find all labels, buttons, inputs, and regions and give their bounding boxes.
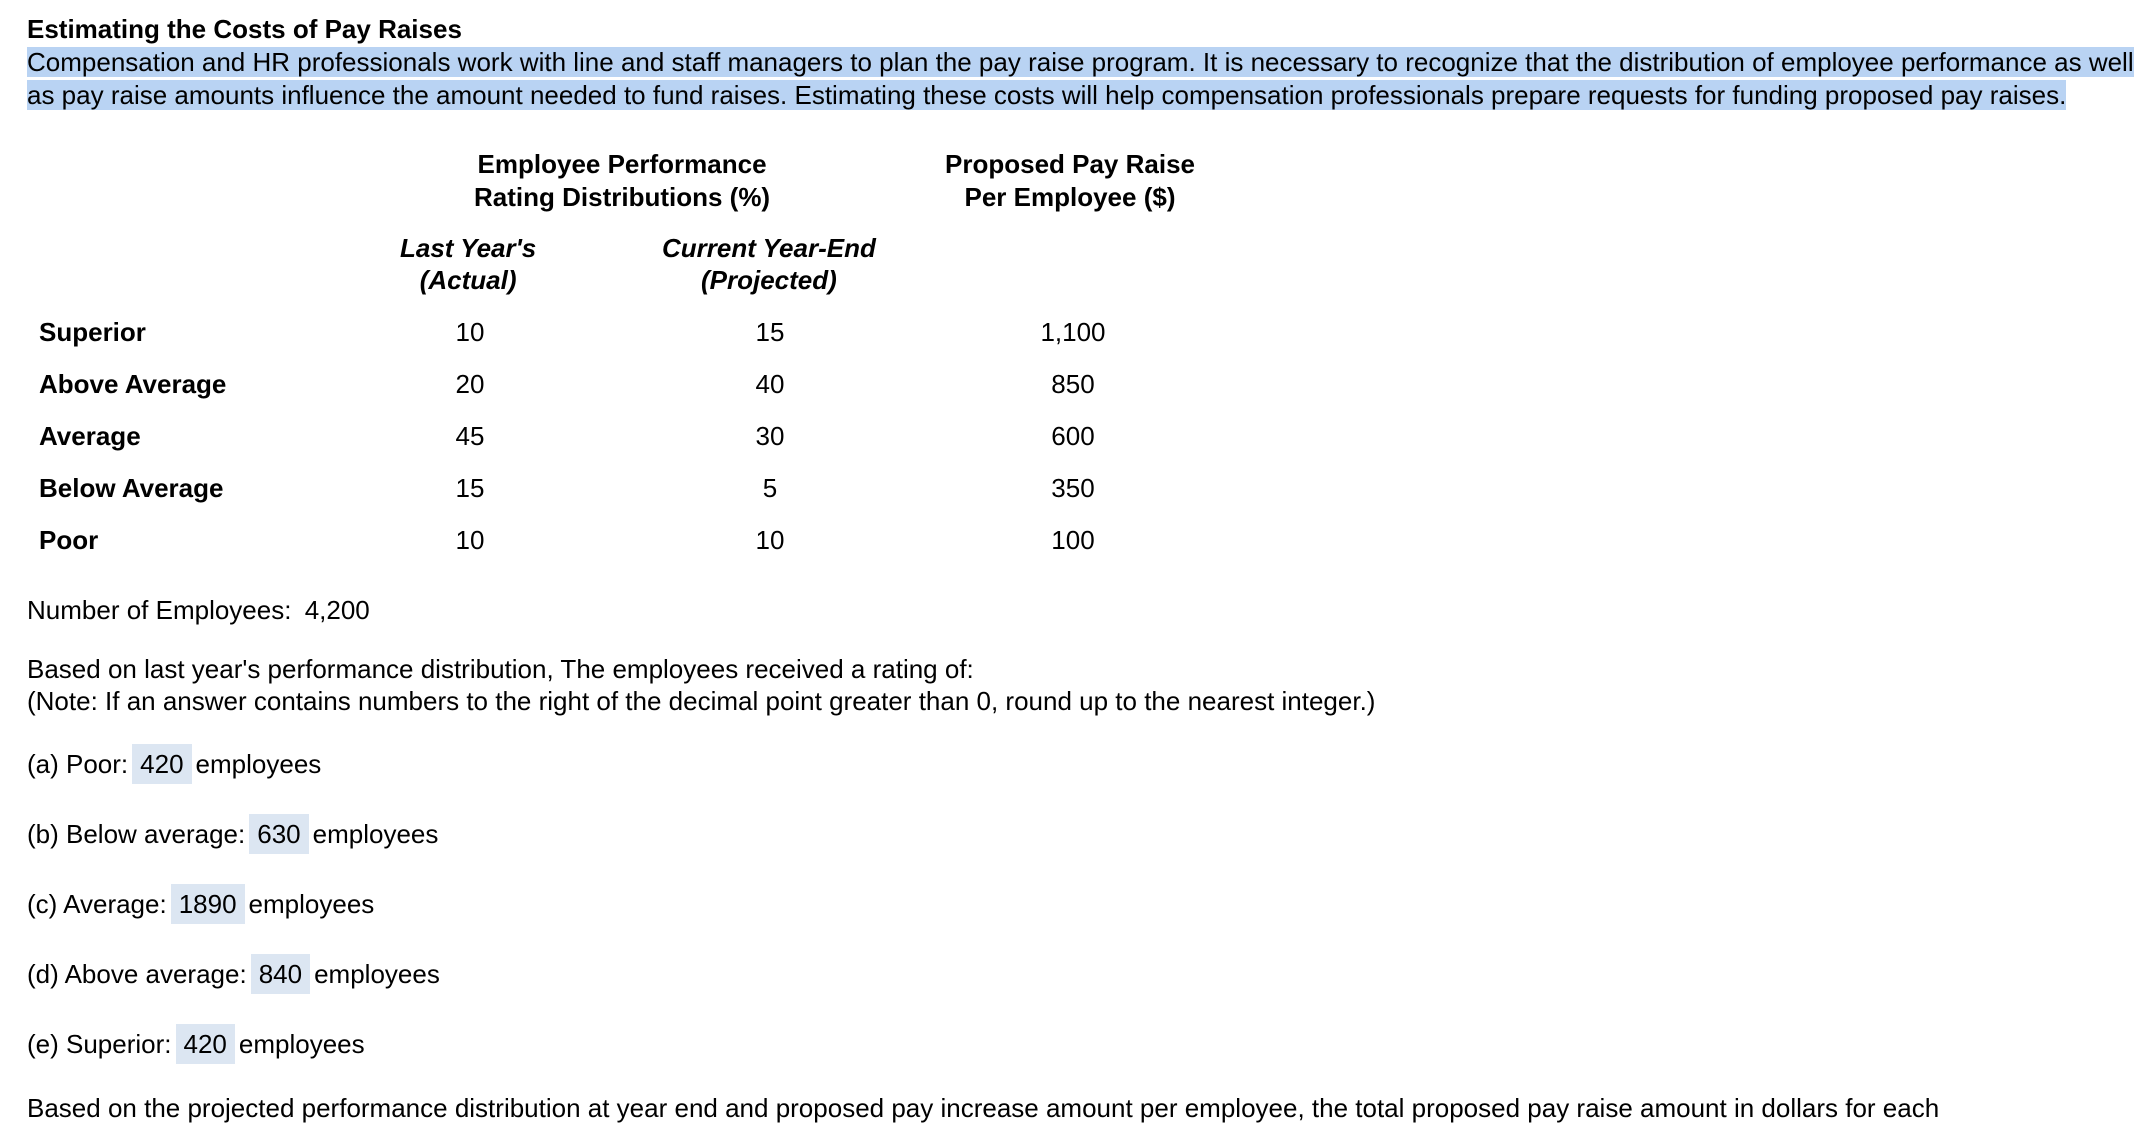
header-raise-line1: Proposed Pay Raise [945,149,1195,179]
employee-count-label: Number of Employees: [27,595,292,625]
row-label: Poor [39,525,99,555]
answer-average [27,884,374,924]
answer-label: (b) Below average: [27,819,246,849]
answer-above-average-input[interactable]: 840 [251,954,310,994]
answer-label: (c) Average: [27,889,167,919]
question-1-note: (Note: If an answer contains numbers to the right of the decimal point greater than 0, round up to the nearest integer.) [27,686,1376,716]
answer-poor [27,744,321,784]
cell-proposed-raise: 600 [1051,421,1095,451]
row-label: Average [39,421,141,451]
question-2-text: Based on the projected performance distribution at year end and proposed pay increase amount per employee, the total proposed pay raise amount in dollars for each [27,1093,1940,1123]
cell-proposed-raise: 850 [1051,369,1095,399]
answer-label: (a) Poor: [27,749,129,779]
answer-average-input[interactable]: 1890 [171,884,245,924]
subheader-last-line1: Last Year's [400,233,537,263]
cell-proposed-raise: 350 [1051,473,1095,503]
question-1-text: Based on last year's performance distribution, The employees received a rating of: [27,654,974,684]
row-label: Above Average [39,369,227,399]
employee-count-value: 4,200 [304,595,370,625]
header-performance-distributions [474,148,770,214]
cell-last-year: 15 [455,473,485,503]
cell-proposed-raise: 1,100 [1040,317,1106,347]
cell-last-year: 20 [455,369,485,399]
header-performance-line1: Employee Performance [477,149,767,179]
row-label: Superior [39,317,146,347]
answer-above-average [27,954,440,994]
answer-below-average-input[interactable]: 630 [249,814,308,854]
answer-superior-input[interactable]: 420 [176,1024,235,1064]
subheader-current-line1: Current Year-End [662,233,876,263]
subheader-current-year [662,232,876,296]
answer-unit: employees [248,889,375,919]
cell-current-year: 15 [755,317,785,347]
cell-current-year: 10 [755,525,785,555]
answer-superior [27,1024,365,1064]
cell-last-year: 10 [455,317,485,347]
answer-unit: employees [314,959,440,989]
header-proposed-raise [945,148,1195,214]
intro-paragraph [27,46,2137,112]
answer-label: (d) Above average: [27,959,247,989]
cell-current-year: 40 [755,369,785,399]
cell-current-year: 30 [755,421,785,451]
subheader-current-line2: (Projected) [701,265,837,295]
employee-count-line [27,594,370,626]
subheader-last-line2: (Actual) [419,265,517,295]
answer-unit: employees [238,1029,365,1059]
row-label: Below Average [39,473,224,503]
answer-below-average [27,814,438,854]
cell-proposed-raise: 100 [1051,525,1095,555]
subheader-last-year [400,232,536,296]
answer-unit: employees [312,819,439,849]
header-raise-line2: Per Employee ($) [964,182,1176,212]
cell-last-year: 10 [455,525,485,555]
answer-unit: employees [195,749,322,779]
page-title: Estimating the Costs of Pay Raises [27,14,462,44]
intro-text: Compensation and HR professionals work with line and staff managers to plan the pay raise program. It is necessary to recognize that the distribution of employee performance as well as pay raise amounts influence the amount needed to fund raises. Estimating these costs will help compensation professionals prepare requests for funding proposed pay raises. [27,47,2134,110]
answer-poor-input[interactable]: 420 [132,744,191,784]
header-performance-line2: Rating Distributions (%) [474,182,771,212]
cell-current-year: 5 [762,473,778,503]
cell-last-year: 45 [455,421,485,451]
answer-label: (e) Superior: [27,1029,172,1059]
